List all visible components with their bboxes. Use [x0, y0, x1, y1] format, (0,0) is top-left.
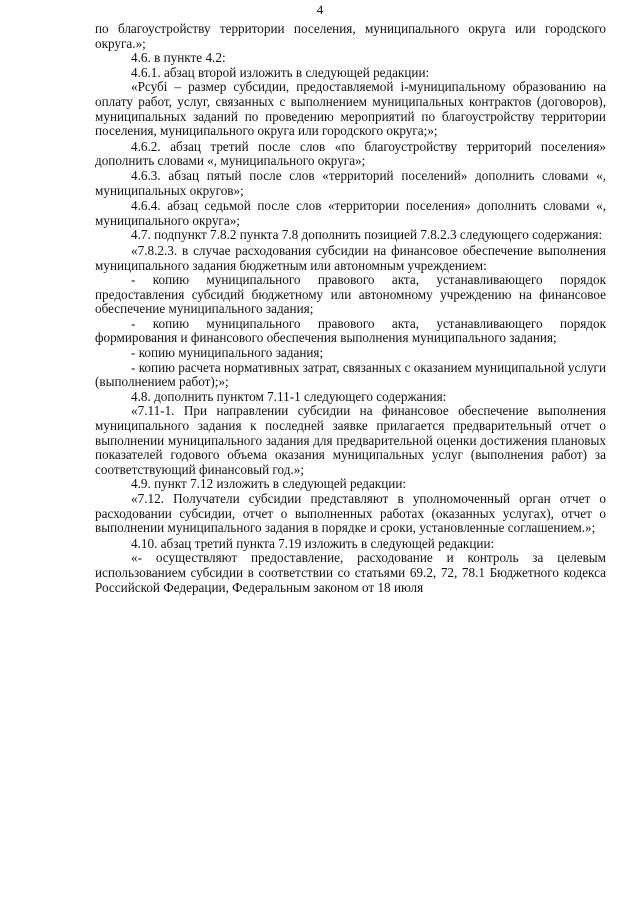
paragraph-formula-definition: «Рсубi – размер субсидии, предоставляемой i-муниципальному образованию на оплату работ, услуг, связанных с выполнением муниципальных контрактов (договоров), муниципальных заданий по проведению мероприятий по благоустройству территории поселения, муниципального округа или городского округа;»;	[95, 79, 606, 139]
list-item-dash: - копию расчета нормативных затрат, связанных с оказанием муниципальной услуги (выполнением работ);»;	[95, 359, 606, 390]
paragraph-item-4-6-2: 4.6.2. абзац третий после слов «по благоустройству территорий поселения» дополнить словами «, муниципального округа»;	[95, 138, 606, 169]
paragraph-item-4-9: 4.9. пункт 7.12 изложить в следующей редакции:	[131, 476, 407, 492]
list-item-dash: - копию муниципального правового акта, устанавливающего порядок формирования и финансового обеспечения выполнения муниципального задания;	[95, 315, 606, 346]
list-item-dash: - копию муниципального правового акта, устанавливающего порядок предоставления субсидий бюджетному или автономному учреждению на финансовое обеспечение муниципального задания;	[95, 272, 606, 317]
paragraph-item-4-7: 4.7. подпункт 7.8.2 пункта 7.8 дополнить позицией 7.8.2.3 следующего содержания:	[131, 227, 603, 243]
paragraph-item-4-8: 4.8. дополнить пунктом 7.11-1 следующего содержания:	[131, 388, 447, 404]
paragraph-7-19-text: «- осуществляют предоставление, расходование и контроль за целевым использованием субсидии в соответствии со статьями 69.2, 72, 78.1 Бюджетного кодекса Российской Федерации, Федеральным законом от 18 июля	[95, 550, 606, 595]
list-item-dash: - копию муниципального задания;	[131, 345, 324, 361]
paragraph-item-4-6-4: 4.6.4. абзац седьмой после слов «территории поселения» дополнить словами «, муниципального округа»;	[95, 198, 606, 228]
page-number: 4	[316, 2, 324, 17]
paragraph-item-4-10: 4.10. абзац третий пункта 7.19 изложить в следующей редакции:	[131, 535, 495, 551]
paragraph-7-12: «7.12. Получатели субсидии представляют в уполномоченный орган отчет о расходовании субсидии, отчет о выполненных работах (оказанных услугах), отчет о выполнении муниципального задания в порядке и сроки, установленные соглашением.»;	[95, 491, 606, 536]
paragraph-item-4-6-1: 4.6.1. абзац второй изложить в следующей редакции:	[131, 64, 430, 80]
document-body	[95, 22, 606, 595]
paragraph-7-11-1: «7.11-1. При направлении субсидии на финансовое обеспечение выполнения муниципального задания к последней заявке прилагается предварительный отчет о выполнении муниципального задания для предварительной оценки достижения плановых показателей годового объема оказания муниципальных услуг (выполнения работ) за соответствующий финансовый год.»;	[95, 403, 606, 477]
paragraph-7-8-2-3: «7.8.2.3. в случае расходования субсидии на финансовое обеспечение выполнения муниципального задания бюджетным или автономным учреждением:	[95, 242, 606, 273]
paragraph-continuation: по благоустройству территории поселения, муниципального округа или городского округа.»;	[95, 21, 606, 51]
paragraph-item-4-6-3: 4.6.3. абзац пятый после слов «территорий поселений» дополнить словами «, муниципальных округов»;	[95, 167, 606, 198]
paragraph-item-4-6: 4.6. в пункте 4.2:	[131, 50, 226, 66]
